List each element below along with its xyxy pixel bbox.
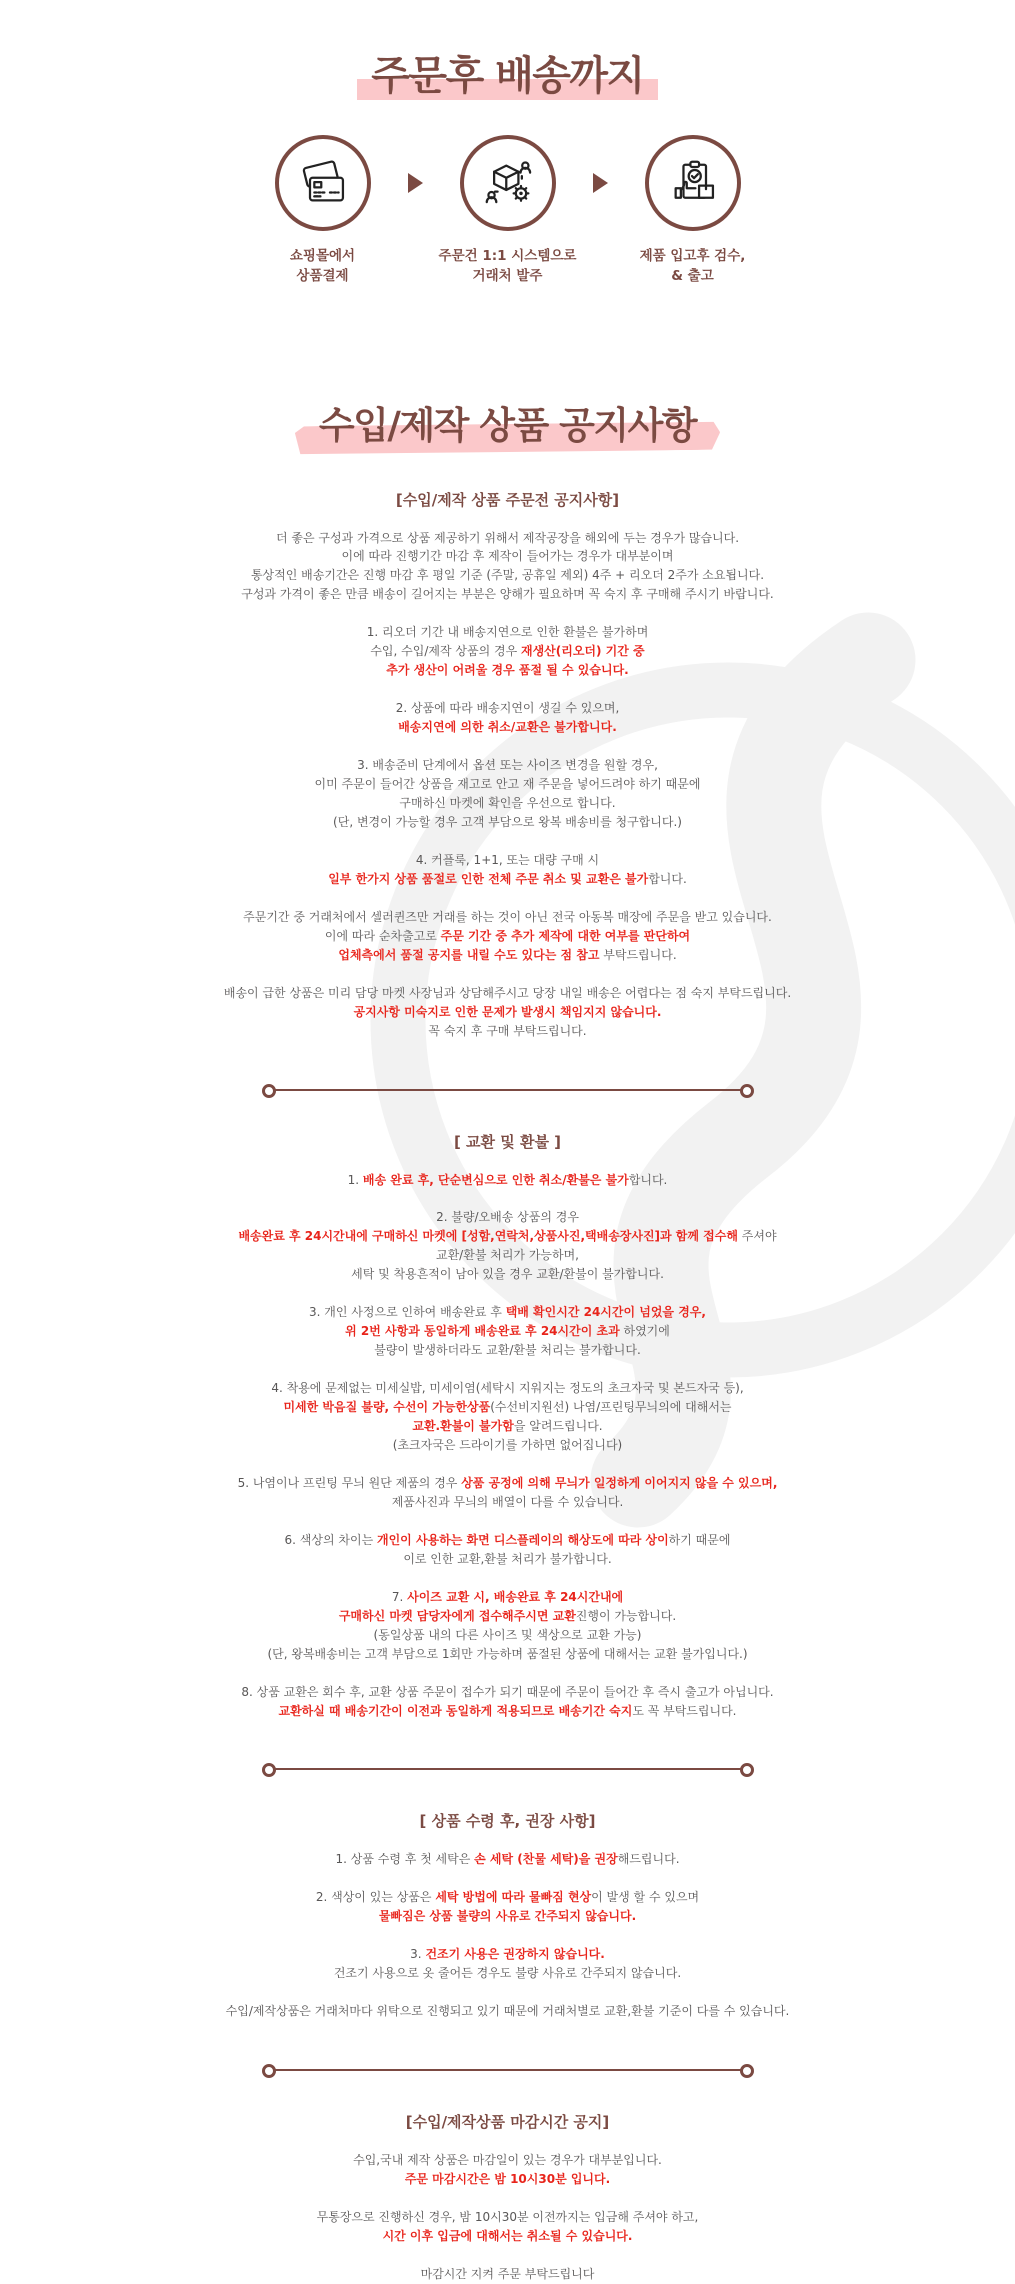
notice-line: 더 좋은 구성과 가격으로 상품 제공하기 위해서 제작공장을 해외에 두는 경우가 많습니다. [158, 529, 858, 548]
notice-line: 1. 상품 수령 후 첫 세탁은 손 세탁 (찬물 세탁)을 권장해드립니다. [158, 1850, 858, 1869]
notice-paragraph [158, 1588, 858, 1664]
notice-line: 통상적인 배송기간은 진행 마감 후 평일 기준 (주말, 공휴일 제외) 4주 + 리오더 2주가 소요됩니다. [158, 566, 858, 585]
notice-line: (단, 변경이 가능할 경우 고객 부담으로 왕복 배송비를 청구합니다.) [158, 813, 858, 832]
notice-paragraph [158, 1683, 858, 1721]
notice-paragraph [158, 1888, 858, 1926]
section-divider [274, 1768, 742, 1770]
notice-paragraph [158, 851, 858, 889]
notice-line: 7. 사이즈 교환 시, 배송완료 후 24시간내에 [158, 1588, 858, 1607]
notice-line: 불량이 발생하더라도 교환/환불 처리는 불가합니다. [158, 1341, 858, 1360]
notice-title [158, 395, 858, 449]
arrow-right-icon [408, 173, 423, 193]
step-circle [645, 135, 741, 231]
notice-line: (초크자국은 드라이기를 가하면 없어집니다) [158, 1436, 858, 1455]
notice-paragraph [158, 623, 858, 680]
notice-line: 이미 주문이 들어간 상품을 재고로 안고 재 주문을 넣어드려야 하기 때문에 [158, 775, 858, 794]
notice-paragraph [158, 2151, 858, 2189]
notice-paragraph [158, 756, 858, 832]
process-step-ordering [423, 135, 593, 287]
credit-card-icon [297, 157, 349, 209]
process-steps [158, 135, 858, 287]
notice-line: (동일상품 내의 다른 사이즈 및 색상으로 교환 가능) [158, 1626, 858, 1645]
notice-line: 구매하신 마켓 담당자에게 접수해주시면 교환진행이 가능합니다. [158, 1607, 858, 1626]
page-title-text: 주문후 배송까지 [371, 53, 643, 99]
notice-line: 물빠짐은 상품 불량의 사유로 간주되지 않습니다. [158, 1907, 858, 1926]
step-caption-line: 거래처 발주 [439, 266, 577, 286]
notice-paragraph [158, 2265, 858, 2284]
notice-line: 2. 상품에 따라 배송지연이 생길 수 있으며, [158, 699, 858, 718]
section-header: [ 교환 및 환불 ] [158, 1131, 858, 1152]
notice-paragraph [158, 2002, 858, 2021]
step-circle [275, 135, 371, 231]
notice-line: 구성과 가격이 좋은 만큼 배송이 길어지는 부분은 양해가 필요하며 꼭 숙지 후 구매해 주시기 바랍니다. [158, 585, 858, 604]
notice-paragraph [158, 984, 858, 1041]
notice-line: 세탁 및 착용흔적이 남아 있을 경우 교환/환불이 불가합니다. [158, 1265, 858, 1284]
notice-line: 3. 배송준비 단계에서 옵션 또는 사이즈 변경을 원할 경우, [158, 756, 858, 775]
step-caption-line: 쇼핑몰에서 [290, 246, 355, 266]
notice-paragraph [158, 1474, 858, 1512]
notice-line: 이에 따라 순차출고로 주문 기간 중 추가 제작에 대한 여부를 판단하여 [158, 927, 858, 946]
notice-line: 6. 색상의 차이는 개인이 사용하는 화면 디스플레이의 해상도에 따라 상이하기 때문에 [158, 1531, 858, 1550]
page-title [158, 44, 858, 101]
step-caption [640, 246, 746, 287]
notice-line: 5. 나염이나 프린팅 무늬 원단 제품의 경우 상품 공정에 의해 무늬가 일정하게 이어지지 않을 수 있으며, [158, 1474, 858, 1493]
notice-line: 시간 이후 입금에 대해서는 취소될 수 있습니다. [158, 2227, 858, 2246]
notice-paragraph [158, 699, 858, 737]
process-step-shipping [608, 135, 778, 287]
notice-title-text: 수입/제작 상품 공지사항 [319, 404, 696, 447]
notice-line: 2. 색상이 있는 상품은 세탁 방법에 따라 물빠짐 현상이 발생 할 수 있으며 [158, 1888, 858, 1907]
notice-line: 배송이 급한 상품은 미리 담당 마켓 사장님과 상담해주시고 당장 내일 배송은 어렵다는 점 숙지 부탁드립니다. [158, 984, 858, 1003]
notice-line: 건조기 사용으로 옷 줄어든 경우도 불량 사유로 간주되지 않습니다. [158, 1964, 858, 1983]
step-caption-line: & 출고 [640, 266, 746, 286]
step-circle [460, 135, 556, 231]
notice-line: 일부 한가지 상품 품절로 인한 전체 주문 취소 및 교환은 불가합니다. [158, 870, 858, 889]
notice-paragraph [158, 1303, 858, 1360]
notice-line: 4. 착용에 문제없는 미세실밥, 미세이염(세탁시 지워지는 정도의 초크자국 및 본드자국 등), [158, 1379, 858, 1398]
section-header: [수입/제작상품 마감시간 공지] [158, 2111, 858, 2132]
notice-line: (단, 왕복배송비는 고객 부담으로 1회만 가능하며 품절된 상품에 대해서는 교환 불가입니다.) [158, 1645, 858, 1664]
process-step-payment [238, 135, 408, 287]
notice-line: 교환하실 때 배송기간이 이전과 동일하게 적용되므로 배송기간 숙지도 꼭 부탁드립니다. [158, 1702, 858, 1721]
step-caption-line: 제품 입고후 검수, [640, 246, 746, 266]
step-caption-line: 상품결제 [290, 266, 355, 286]
notice-paragraph [158, 1379, 858, 1455]
notice-line: 3. 개인 사정으로 인하여 배송완료 후 택배 확인시간 24시간이 넘었을 경우, [158, 1303, 858, 1322]
notice-line: 교환.환불이 불가함을 알려드립니다. [158, 1417, 858, 1436]
notice-line: 구매하신 마켓에 확인을 우선으로 합니다. [158, 794, 858, 813]
notice-line: 주문기간 중 거래처에서 셀러퀸즈만 거래를 하는 것이 아닌 전국 아동복 매장에 주문을 받고 있습니다. [158, 908, 858, 927]
notice-line: 2. 불량/오배송 상품의 경우 [158, 1208, 858, 1227]
section-header: [ 상품 수령 후, 권장 사항] [158, 1810, 858, 1831]
notice-paragraph [158, 908, 858, 965]
notice-line: 수입/제작상품은 거래처마다 위탁으로 진행되고 있기 때문에 거래처별로 교환,환불 기준이 다를 수 있습니다. [158, 2002, 858, 2021]
notice-content [158, 0, 858, 2284]
inspection-icon [667, 157, 719, 209]
notice-line: 수입,국내 제작 상품은 마감일이 있는 경우가 대부분입니다. [158, 2151, 858, 2170]
arrow-right-icon [593, 173, 608, 193]
section-divider [274, 2069, 742, 2071]
notice-line: 교환/환불 처리가 가능하며, [158, 1246, 858, 1265]
notice-line: 이로 인한 교환,환불 처리가 불가합니다. [158, 1550, 858, 1569]
notice-paragraph [158, 529, 858, 605]
notice-line: 배송완료 후 24시간내에 구매하신 마켓에 [성함,연락처,상품사진,택배송장사진]과 함께 접수해 주셔야 [158, 1227, 858, 1246]
notice-line: 배송지연에 의한 취소/교환은 불가합니다. [158, 718, 858, 737]
step-caption-line: 주문건 1:1 시스템으로 [439, 246, 577, 266]
notice-line: 1. 배송 완료 후, 단순변심으로 인한 취소/환불은 불가합니다. [158, 1171, 858, 1190]
notice-line: 꼭 숙지 후 구매 부탁드립니다. [158, 1022, 858, 1041]
section-header: [수입/제작 상품 주문전 공지사항] [158, 489, 858, 510]
notice-sections [158, 489, 858, 2284]
notice-line: 무통장으로 진행하신 경우, 밤 10시30분 이전까지는 입금해 주셔야 하고, [158, 2208, 858, 2227]
notice-line: 3. 건조기 사용은 권장하지 않습니다. [158, 1945, 858, 1964]
notice-line: 미세한 박음질 불량, 수선이 가능한상품(수선비지원선) 나염/프린팅무늬의에 대해서는 [158, 1398, 858, 1417]
notice-paragraph [158, 1171, 858, 1190]
notice-line: 위 2번 사항과 동일하게 배송완료 후 24시간이 초과 하였기에 [158, 1322, 858, 1341]
notice-line: 이에 따라 진행기간 마감 후 제작이 들어가는 경우가 대부분이며 [158, 547, 858, 566]
notice-paragraph [158, 1850, 858, 1869]
notice-paragraph [158, 1208, 858, 1284]
order-system-icon [482, 157, 534, 209]
notice-line: 1. 리오더 기간 내 배송지연으로 인한 환불은 불가하며 [158, 623, 858, 642]
notice-line: 공지사항 미숙지로 인한 문제가 발생시 책임지지 않습니다. [158, 1003, 858, 1022]
notice-page [158, 0, 858, 2030]
notice-paragraph [158, 1945, 858, 1983]
notice-line: 추가 생산이 어려울 경우 품절 될 수 있습니다. [158, 661, 858, 680]
notice-line: 업체측에서 품절 공지를 내릴 수도 있다는 점 참고 부탁드립니다. [158, 946, 858, 965]
notice-line: 제품사진과 무늬의 배열이 다를 수 있습니다. [158, 1493, 858, 1512]
notice-line: 주문 마감시간은 밤 10시30분 입니다. [158, 2170, 858, 2189]
section-divider [274, 1089, 742, 1091]
notice-paragraph [158, 1531, 858, 1569]
notice-line: 8. 상품 교환은 회수 후, 교환 상품 주문이 접수가 되기 때문에 주문이 들어간 후 즉시 출고가 아닙니다. [158, 1683, 858, 1702]
notice-paragraph [158, 2208, 858, 2246]
notice-line: 4. 커플룩, 1+1, 또는 대량 구매 시 [158, 851, 858, 870]
step-caption [290, 246, 355, 287]
step-caption [439, 246, 577, 287]
notice-line: 마감시간 지켜 주문 부탁드립니다 [158, 2265, 858, 2284]
notice-line: 수입, 수입/제작 상품의 경우 재생산(리오더) 기간 중 [158, 642, 858, 661]
